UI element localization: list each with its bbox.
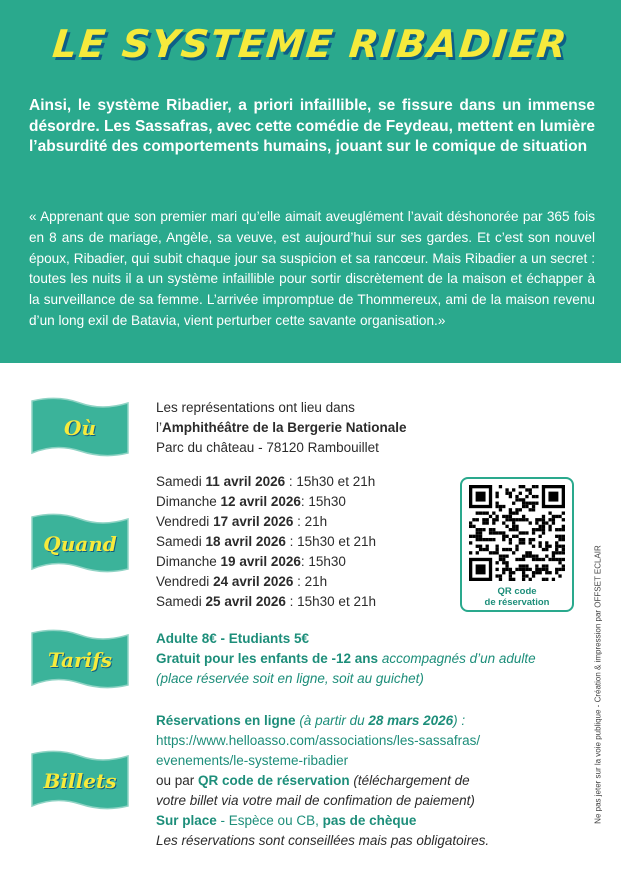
date-row (156, 492, 376, 512)
onsite-label: Sur place (156, 813, 217, 828)
flag-ou (28, 397, 132, 459)
qr-prefix: ou par (156, 773, 199, 788)
date-row (156, 552, 376, 572)
onsite-payment: - Espèce ou CB, (216, 813, 323, 828)
online-paren-b: ) : (453, 713, 466, 728)
date-value: 24 avril 2026 (213, 574, 294, 589)
pricing-info (156, 629, 536, 689)
venue-info (156, 398, 407, 458)
qr-download-a: (téléchargement de (349, 773, 470, 788)
qr-caption-line-2: de réservation (484, 597, 550, 608)
qr-booking: QR code de réservation (198, 773, 350, 788)
date-row (156, 532, 376, 552)
flag-label-ou: Où (64, 416, 96, 440)
date-times: : 21h (297, 574, 328, 589)
qr-caption-line-1: QR code (497, 586, 537, 597)
flag-tarifs (28, 629, 132, 691)
free-line (156, 649, 536, 669)
date-row (156, 472, 376, 492)
date-row (156, 572, 376, 592)
lead-paragraph: Ainsi, le système Ribadier, a priori infaillible, se fissure dans un immense désordre. Les Sassafras, avec cette comédie de Feydeau, mettent en lumière l’absurdité des comportements humains, jouant sur le comique de situation (29, 97, 595, 155)
date-times: : 15h30 et 21h (289, 594, 376, 609)
date-value: 18 avril 2026 (205, 534, 286, 549)
date-value: 25 avril 2026 (205, 594, 286, 609)
date-day: Vendredi (156, 514, 210, 529)
qr-download-b: votre billet via votre mail de confimation de paiement) (156, 793, 475, 808)
date-day: Dimanche (156, 554, 217, 569)
date-day: Samedi (156, 594, 202, 609)
online-date: 28 mars 2026 (368, 713, 454, 728)
prices-line (156, 629, 536, 649)
qr-code-box[interactable] (460, 477, 574, 612)
date-times: : 15h30 et 21h (289, 534, 376, 549)
free-condition: accompagnés d’un adulte (378, 651, 536, 666)
free-entry: Gratuit pour les enfants de -12 ans (156, 651, 379, 666)
date-times: : 15h30 (300, 554, 346, 569)
date-day: Samedi (156, 474, 202, 489)
flag-quand (28, 513, 132, 575)
online-booking: Réservations en ligne (156, 713, 296, 728)
online-paren-a: (à partir du (295, 713, 369, 728)
pricing-note-text: (place réservée soit en ligne, soit au guichet) (156, 671, 424, 686)
show-title: LE SYSTEME RIBADIER (50, 22, 571, 66)
date-value: 12 avril 2026 (220, 494, 301, 509)
date-row (156, 512, 376, 532)
qr-caption (462, 586, 572, 608)
date-value: 19 avril 2026 (220, 554, 301, 569)
tickets-info (156, 711, 489, 851)
qr-booking-line-2 (156, 791, 489, 811)
date-row (156, 592, 376, 612)
flag-label-billets: Billets (43, 769, 117, 793)
prices: Adulte 8€ - Etudiants 5€ (156, 631, 310, 646)
flag-billets (28, 750, 132, 812)
date-day: Vendredi (156, 574, 210, 589)
booking-url-line-1[interactable]: https://www.helloasso.com/associations/les-sassafras/ (156, 733, 481, 748)
advice-text: Les réservations sont conseillées mais pas obligatoires. (156, 833, 490, 848)
venue-prefix: l’ (156, 420, 162, 435)
venue-line-2 (156, 418, 407, 438)
flag-label-tarifs: Tarifs (48, 648, 112, 672)
booking-url-line-2[interactable]: evenements/le-systeme-ribadier (156, 753, 349, 768)
advice-line (156, 831, 489, 851)
online-line (156, 711, 489, 731)
venue-line-3: Parc du château - 78120 Rambouillet (156, 440, 379, 455)
qr-booking-line (156, 771, 489, 791)
date-times: : 15h30 et 21h (288, 474, 376, 489)
venue-name: Amphithéâtre de la Bergerie Nationale (162, 420, 407, 435)
no-cheque: pas de chèque (322, 813, 417, 828)
synopsis-quote: « Apprenant que son premier mari qu’elle aimait aveuglément l’avait déshonorée par 365 fois en 8 ans de mariage, Angèle, sa veuve, est aujourd’hui sur ses gardes. Et c’est son nouvel époux, Ribadier, qui subit chaque jour sa suspicion et sa rancœur. Mais Ribadier a un secret : toutes les nuits il a un système infaillible pour sortir discrètement de la maison et échapper à la surveillance de sa femme. L’arrivée impromptue de Thommereux, ami de la maison revenu d’un long exil de Batavia, vient perturber cette savante organisation.» (29, 209, 595, 328)
onsite-line (156, 811, 489, 831)
side-legal-note (591, 520, 603, 850)
date-times: : 21h (297, 514, 328, 529)
flag-label-quand: Quand (43, 532, 117, 556)
qr-code-icon (469, 485, 565, 581)
dates-list (156, 472, 376, 612)
date-day: Samedi (156, 534, 202, 549)
date-times: : 15h30 (300, 494, 346, 509)
venue-line-1: Les représentations ont lieu dans (156, 400, 355, 415)
side-legal-text: Ne pas jeter sur la voie publique - Création & impression par OFFSET ECLAIR (593, 545, 603, 824)
date-value: 17 avril 2026 (213, 514, 294, 529)
date-value: 11 avril 2026 (205, 474, 286, 489)
header-panel (0, 0, 621, 363)
date-day: Dimanche (156, 494, 217, 509)
pricing-note (156, 669, 536, 689)
